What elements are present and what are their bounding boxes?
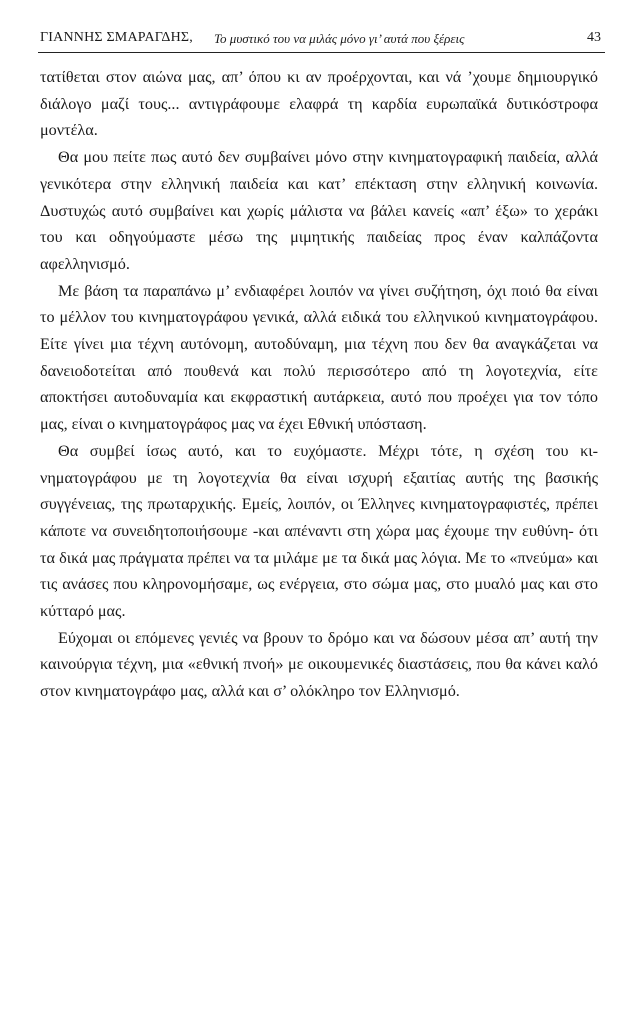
header-author: ΓΙΑΝΝΗΣ ΣΜΑΡΑΓΔΗΣ, bbox=[40, 30, 193, 45]
page-number: 43 bbox=[587, 30, 601, 45]
body-text bbox=[40, 64, 598, 705]
paragraph-3: Με βάση τα παραπάνω μ’ ενδιαφέρει λοιπόν να γίνει συζήτηση, όχι ποιό θα είναι το μέλλον του κινηματογράφου γενικά, αλλά ειδικά του ελληνικού κινηματογράφου. Είτε γίνει μια τέχνη αυτόνομη, αυτοδύναμη, μια τέχνη που δεν θα αναγκάζεται να δανειοδοτείται από πουθενά και πολύ περισσότερο από τη λογοτεχνία, είτε αποκτήσει αυτοδυναμία και εκφραστική αυτάρκεια, αυτό που προέχει για τον τόπο μας, είναι ο κινηματογράφος μας να έχει Εθνική υπόσταση. bbox=[40, 281, 598, 434]
paragraph-1: τατίθεται στον αιώνα μας, απ’ όπου κι αν προέρχονται, και νά ’χουμε δημιουργικό διάλογο μαζί τους... αντιγράφουμε ελαφρά τη καρδία ευρωπαϊκά δυτικόστροφα μοντέλα. bbox=[40, 68, 598, 140]
paragraph-2: Θα μου πείτε πως αυτό δεν συμβαίνει μόνο στην κινηματογραφική παιδεία, αλλά γενικότερα στην ελληνική παιδεία και κατ’ επέκταση στην ελληνική κοινωνία. Δυστυχώς αυτό συμβαίνει και χωρίς μάλιστα να βάλει κανείς «απ’ έξω» το χεράκι του και οδηγούμαστε μέσω της μιμητικής παιδείας προς έναν καλπάζοντα αφελληνισμό. bbox=[40, 148, 598, 273]
paragraph-4: Θα συμβεί ίσως αυτό, και το ευχόμαστε. Μέχρι τότε, η σχέση του κινηματογράφου με τη λογοτεχνία θα είναι ισχυρή εξαιτίας αυτής της βασικής συγγένειας, της πρωταρχικής. Εμείς, λοιπόν, οι Έλληνες κινηματογραφιστές, πρέπει κάποτε να συνειδητοποιήσουμε -και απέναντι στη χώρα μας έχουμε την ευθύνη- ότι τα δικά μας πράγματα πρέπει να τα μιλάμε με τα δικά μας λόγια. Με το «πνεύμα» και τις ανάσες που κληρονομήσαμε, ως ενέργεια, στο σώμα μας, στο μυαλό μας και στο κύτταρό μας. bbox=[40, 441, 598, 621]
paragraph-5: Εύχομαι οι επόμενες γενιές να βρουν το δρόμο και να δώσουν μέσα απ’ αυτή την καινούργια τέχνη, μια «εθνική πνοή» με οικουμενικές διαστάσεις, που θα κάνει καλό στον κινηματογράφο μας, αλλά και σ’ ολόκληρο τον Ελληνισμό. bbox=[40, 628, 598, 701]
header-book-title: Το μυστικό του να μιλάς μόνο γι’ αυτά που ξέρεις bbox=[214, 31, 465, 46]
running-header bbox=[38, 28, 605, 53]
